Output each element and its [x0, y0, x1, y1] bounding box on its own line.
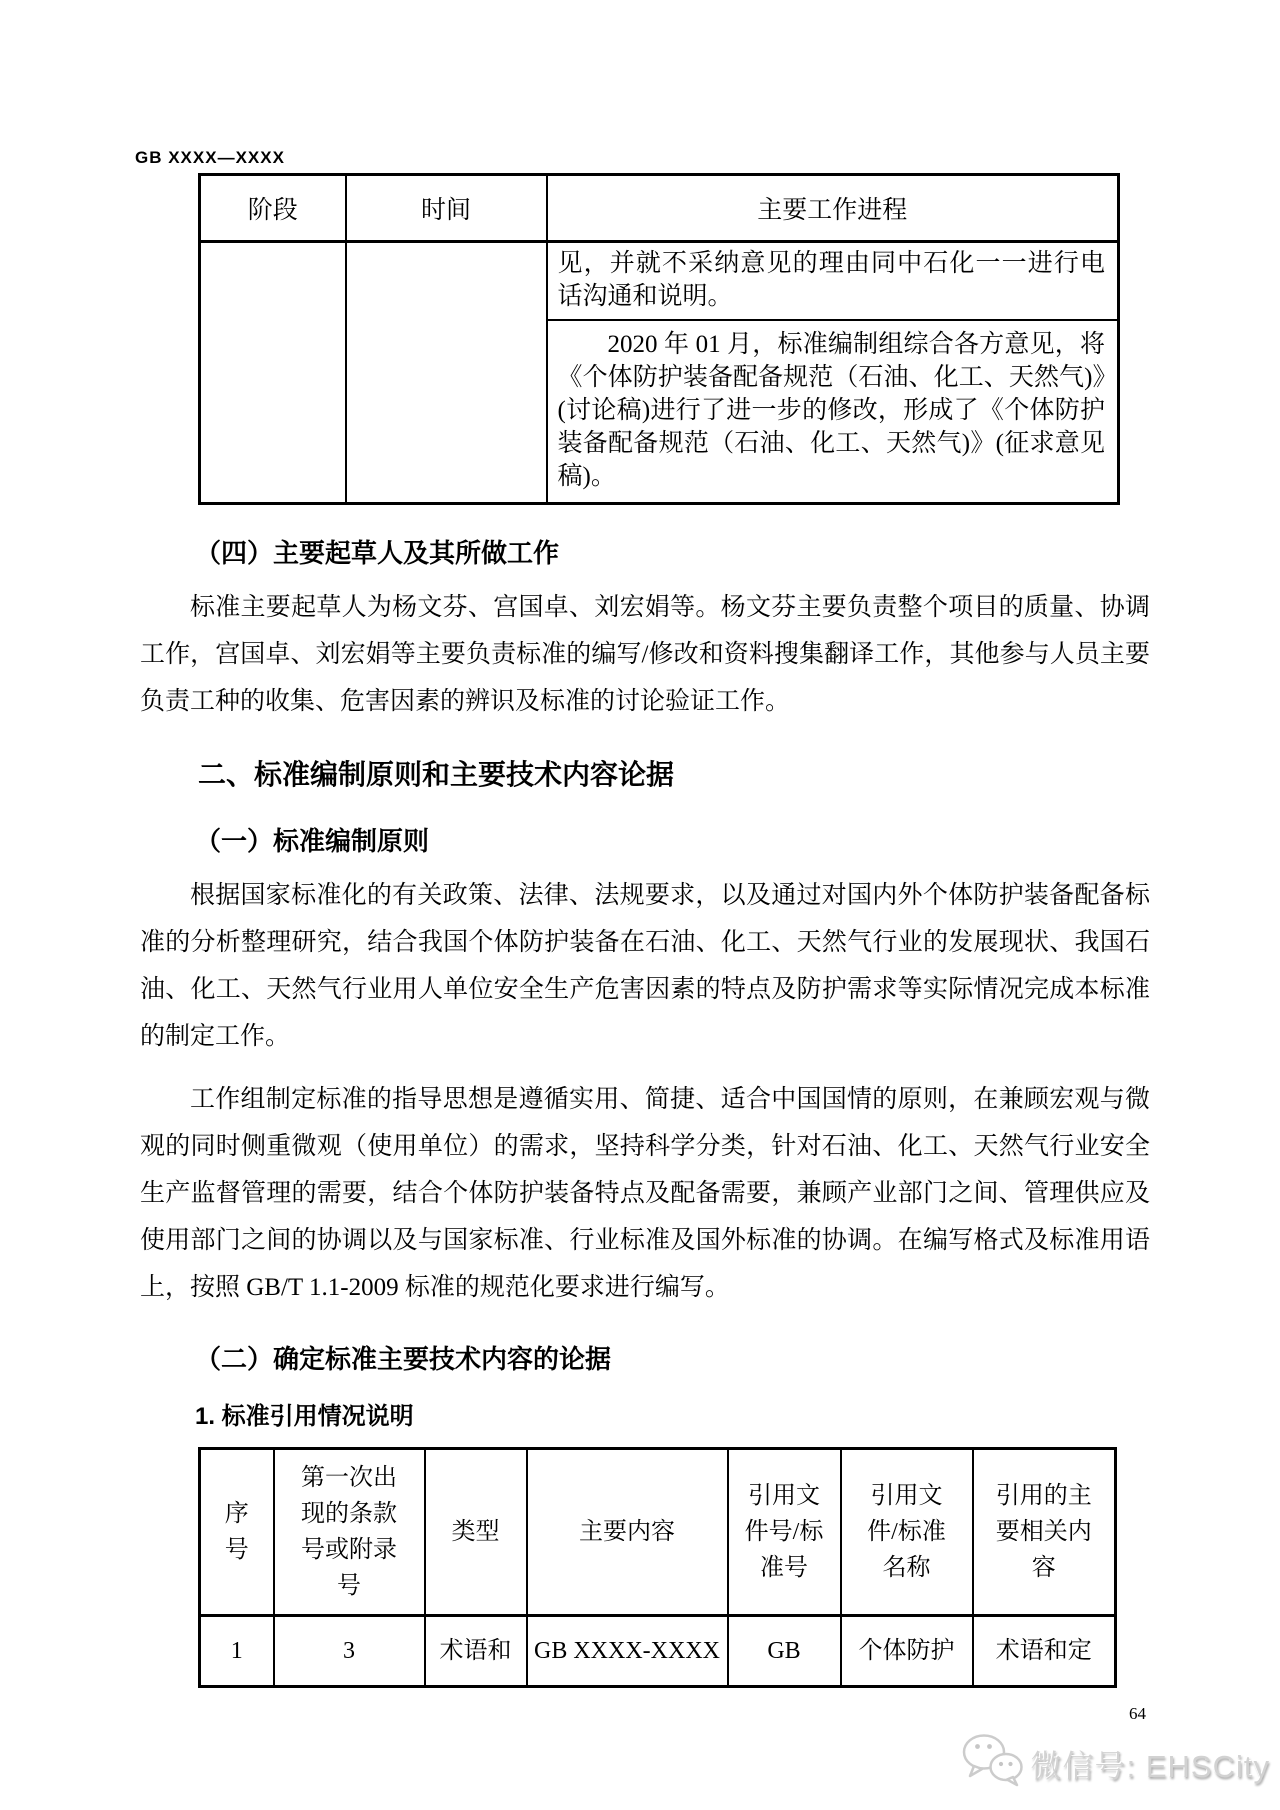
table-row	[200, 242, 1119, 321]
wechat-icon	[961, 1733, 1025, 1794]
heading-principles: （一）标准编制原则	[195, 826, 430, 856]
t1-cell-stage	[200, 242, 346, 504]
t2-header-clause: 第一次出现的条款号或附录号	[274, 1449, 425, 1616]
t2-header-type: 类型	[425, 1449, 527, 1616]
t2-header-docno: 引用文件号/标准号	[728, 1449, 841, 1616]
paragraph-principles-2: 工作组制定标准的指导思想是遵循实用、简捷、适合中国国情的原则，在兼顾宏观与微观的同时侧重微观（使用单位）的需求，坚持科学分类，针对石油、化工、天然气行业安全生产监督管理的需要，结合个体防护装备特点及配备需要，兼顾产业部门之间、管理供应及使用部门之间的协调以及与国家标准、行业标准及国外标准的协调。在编写格式及标准用语上，按照 GB/T 1.1-2009 标准的规范化要求进行编写。	[140, 1086, 1150, 1301]
work-progress-table	[198, 173, 1120, 505]
t2-header-docname: 引用文件/标准名称	[841, 1449, 973, 1616]
heading-drafters: （四）主要起草人及其所做工作	[195, 538, 560, 568]
heading-arguments: （二）确定标准主要技术内容的论据	[195, 1344, 612, 1374]
heading-main-section-2: 二、标准编制原则和主要技术内容论据	[198, 759, 675, 790]
t2-cell-no: 1	[200, 1616, 274, 1687]
watermark-text: 微信号: EHSCity	[1030, 1749, 1270, 1784]
t1-header-progress: 主要工作进程	[547, 175, 1119, 242]
t2-cell-related: 术语和定	[973, 1616, 1116, 1687]
table-row	[200, 1616, 1116, 1687]
t2-cell-clause: 3	[274, 1616, 425, 1687]
doc-code: GB XXXX—XXXX	[135, 148, 285, 167]
t2-header-no: 序号	[200, 1449, 274, 1616]
citation-table	[198, 1447, 1117, 1688]
t2-cell-docname: 个体防护	[841, 1616, 973, 1687]
t1-header-stage: 阶段	[200, 175, 346, 242]
t1-header-row	[200, 175, 1119, 242]
paragraph-drafters: 标准主要起草人为杨文芬、宫国卓、刘宏娟等。杨文芬主要负责整个项目的质量、协调工作，宫国卓、刘宏娟等主要负责标准的编写/修改和资料搜集翻译工作，其他参与人员主要负责工种的收集、危害因素的辨识及标准的讨论验证工作。	[140, 594, 1150, 715]
page-number: 64	[1129, 1704, 1146, 1723]
t1-cell-progress-1: 见，并就不采纳意见的理由同中石化一一进行电话沟通和说明。	[547, 242, 1119, 321]
paragraph-principles-1: 根据国家标准化的有关政策、法律、法规要求，以及通过对国内外个体防护装备配备标准的分析整理研究，结合我国个体防护装备在石油、化工、天然气行业的发展现状、我国石油、化工、天然气行业用人单位安全生产危害因素的特点及防护需求等实际情况完成本标准的制定工作。	[140, 882, 1150, 1050]
t1-header-time: 时间	[346, 175, 547, 242]
t1-cell-time	[346, 242, 547, 504]
t2-cell-docno: GB	[728, 1616, 841, 1687]
t2-header-related: 引用的主要相关内容	[973, 1449, 1116, 1616]
t2-cell-content: GB XXXX-XXXX	[527, 1616, 728, 1687]
heading-citation-note: 1. 标准引用情况说明	[195, 1403, 414, 1430]
wechat-watermark	[961, 1733, 1270, 1794]
t2-header-content: 主要内容	[527, 1449, 728, 1616]
t1-cell-progress-2: 2020 年 01 月，标准编制组综合各方意见，将《个体防护装备配备规范（石油、化工、天然气)》(讨论稿)进行了进一步的修改，形成了《个体防护装备配备规范（石油、化工、天然气)》(征求意见稿)。	[547, 320, 1119, 504]
t2-cell-type: 术语和	[425, 1616, 527, 1687]
t2-header-row	[200, 1449, 1116, 1616]
